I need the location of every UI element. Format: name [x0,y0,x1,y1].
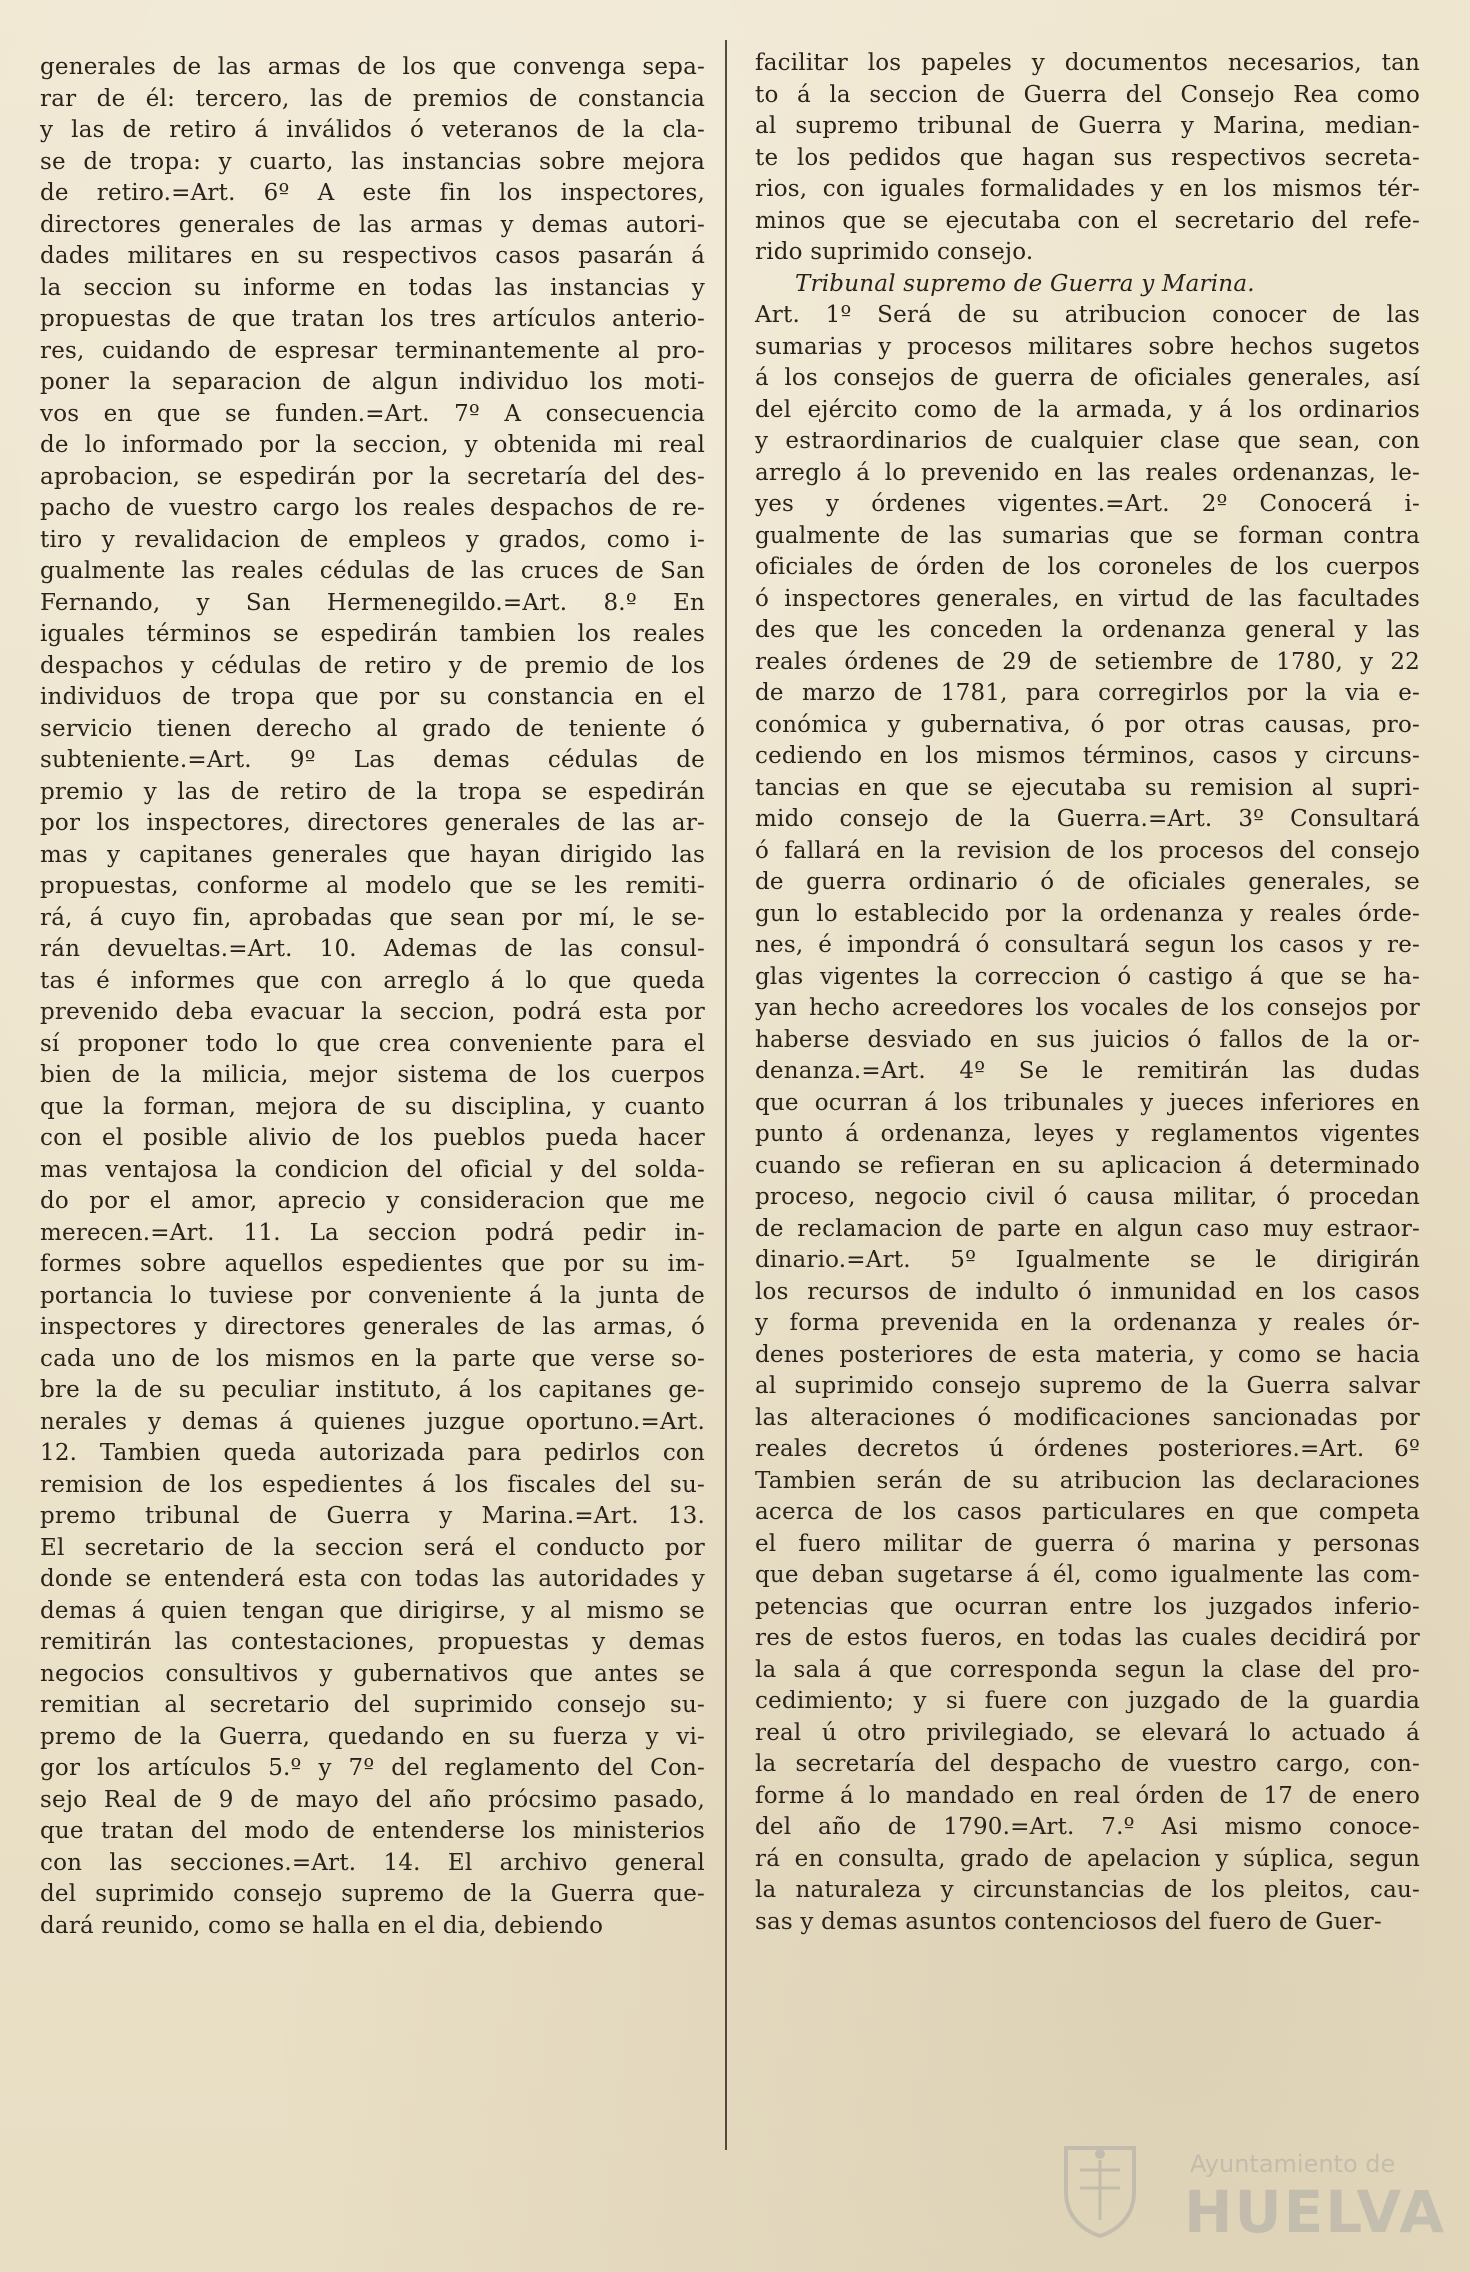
text-line: de retiro.=Art. 6º A este fin los inspectores, [40,180,705,206]
text-line: rá, á cuyo fin, aprobadas que sean por mí, le se- [40,904,705,931]
text-line: do por el amor, aprecio y consideracion que me [40,1188,705,1214]
text-line: pacho de vuestro cargo los reales despachos de re- [40,495,705,521]
text-line: cada uno de los mismos en la parte que verse so- [40,1345,705,1372]
text-line: sas y demas asuntos contenciosos del fuero de Guer- [755,1908,1382,1935]
text-line: yes y órdenes vigentes.=Art. 2º Conocerá i- [755,491,1420,517]
text-line: el fuero militar de guerra ó marina y personas [755,1530,1420,1557]
text-line: aprobacion, se espedirán por la secretaría del des- [40,463,705,490]
text-line: des que les conceden la ordenanza general y las [755,617,1420,643]
text-line: punto á ordenanza, leyes y reglamentos vigentes [755,1121,1420,1147]
text-line: denanza.=Art. 4º Se le remitirán las dudas [755,1058,1420,1084]
text-line: glas vigentes la correccion ó castigo á que se ha- [755,963,1420,990]
text-line: del año de 1790.=Art. 7.º Asi mismo conoce- [755,1814,1420,1840]
text-line: los recursos de indulto ó inmunidad en los casos [755,1278,1420,1305]
section-heading: Tribunal supremo de Guerra y Marina. [795,270,1255,297]
text-line: cediendo en los mismos términos, casos y circuns- [755,743,1420,769]
text-line: dades militares en su respectivos casos pasarán á [40,243,705,269]
text-line: gualmente de las sumarias que se forman contra [755,522,1420,549]
text-line: la naturaleza y circunstancias de los pleitos, cau- [755,1877,1420,1903]
text-line: iguales términos se espedirán tambien los reales [40,621,705,647]
text-line: rar de él: tercero, las de premios de constancia [40,85,705,112]
text-line: haberse desviado en sus juicios ó fallos de la or- [755,1026,1420,1053]
text-line: reales decretos ú órdenes posteriores.=Art. 6º [755,1436,1420,1462]
text-line: demas á quien tengan que dirigirse, y al mismo se [40,1597,705,1624]
coat-of-arms-icon [1060,2140,1140,2240]
text-line: proceso, negocio civil ó causa militar, ó procedan [755,1184,1420,1210]
text-line: del ejército como de la armada, y á los ordinarios [755,396,1420,423]
text-line: de lo informado por la seccion, y obtenida mi real [40,432,705,458]
text-line: prevenido deba evacuar la seccion, podrá esta por [40,999,705,1025]
text-line: dinario.=Art. 5º Igualmente se le dirigirán [755,1247,1420,1273]
text-line: de reclamacion de parte en algun caso muy estraor- [755,1215,1420,1242]
text-line: mas y capitanes generales que hayan dirigido las [40,841,705,868]
huelva-watermark [1060,2140,1447,2250]
text-line: petencias que ocurran entre los juzgados inferio- [755,1593,1420,1620]
text-line: donde se entenderá esta con todas las autoridades y [40,1566,705,1592]
text-line: que ocurran á los tribunales y jueces inferiores en [755,1089,1420,1116]
text-line: ó fallará en la revision de los procesos del consejo [755,837,1420,864]
text-line: propuestas de que tratan los tres artículos anterio- [40,306,705,332]
text-line: remitirán las contestaciones, propuestas y demas [40,1629,705,1655]
text-line: por los inspectores, directores generales de las ar- [40,810,705,836]
text-line: cedimiento; y si fuere con juzgado de la guardia [755,1688,1420,1714]
text-line: al suprimido consejo supremo de la Guerra salvar [755,1373,1420,1399]
text-line: y las de retiro á inválidos ó veteranos de la cla- [40,117,705,143]
text-line: á los consejos de guerra de oficiales generales, así [755,365,1420,391]
text-line: del suprimido consejo supremo de la Guerra que- [40,1881,705,1907]
text-line: al supremo tribunal de Guerra y Marina, median- [755,113,1420,139]
text-line: negocios consultivos y gubernativos que antes se [40,1660,705,1687]
text-line: bre la de su peculiar instituto, á los capitanes ge- [40,1377,705,1403]
text-line: minos que se ejecutaba con el secretario del refe- [755,207,1420,234]
text-line: con las secciones.=Art. 14. El archivo general [40,1849,705,1876]
text-line: de marzo de 1781, para corregirlos por la via e- [755,680,1420,706]
text-line: nerales y demas á quienes juzgue oportuno.=Art. [40,1408,705,1435]
text-line: poner la separacion de algun individuo los moti- [40,369,705,395]
text-line: servicio tienen derecho al grado de teniente ó [40,715,705,742]
text-line: que la forman, mejora de su disciplina, y cuanto [40,1093,705,1120]
text-line: la secretaría del despacho de vuestro cargo, con- [755,1751,1420,1777]
text-line: subteniente.=Art. 9º Las demas cédulas de [40,747,705,773]
text-line: remision de los espedientes á los fiscales del su- [40,1471,705,1498]
text-line: sejo Real de 9 de mayo del año prócsimo pasado, [40,1786,705,1813]
text-line: te los pedidos que hagan sus respectivos secreta- [755,144,1420,171]
text-line: premo tribunal de Guerra y Marina.=Art. 13. [40,1503,705,1529]
text-line: gualmente las reales cédulas de las cruces de San [40,558,705,584]
text-line: bien de la milicia, mejor sistema de los cuerpos [40,1062,705,1088]
text-line: rá en consulta, grado de apelacion y súplica, segun [755,1845,1420,1872]
text-line: individuos de tropa que por su constancia en el [40,684,705,710]
text-line: se de tropa: y cuarto, las instancias sobre mejora [40,148,705,175]
text-line: mido consejo de la Guerra.=Art. 3º Consultará [755,806,1420,832]
text-line: y estraordinarios de cualquier clase que sean, con [755,428,1420,454]
text-line: que tratan del modo de entenderse los ministerios [40,1818,705,1844]
right-column [755,48,1420,1938]
text-line: gun lo establecido por la ordenanza y reales órde- [755,900,1420,927]
text-line: premo de la Guerra, quedando en su fuerza y vi- [40,1723,705,1750]
text-line: arreglo á lo prevenido en las reales ordenanzas, le- [755,459,1420,486]
text-line: tiro y revalidacion de empleos y grados, como i- [40,526,705,553]
text-line: res, cuidando de espresar terminantemente al pro- [40,337,705,364]
text-line: to á la seccion de Guerra del Consejo Rea como [755,81,1420,108]
text-line: sumarias y procesos militares sobre hechos sugetos [755,333,1420,360]
text-line: directores generales de las armas y demas autori- [40,211,705,238]
text-line: de guerra ordinario ó de oficiales generales, se [755,869,1420,895]
text-line: portancia lo tuviese por conveniente á la junta de [40,1282,705,1309]
text-line: yan hecho acreedores los vocales de los consejos por [755,995,1420,1021]
text-line: la seccion su informe en todas las instancias y [40,274,705,301]
text-line: remitian al secretario del suprimido consejo su- [40,1692,705,1718]
text-line: sí proponer todo lo que crea conveniente para el [40,1030,705,1057]
text-line: Tambien serán de su atribucion las declaraciones [755,1467,1420,1494]
left-column [40,52,705,1942]
text-line: facilitar los papeles y documentos necesarios, tan [755,50,1420,76]
text-line: rios, con iguales formalidades y en los mismos tér- [755,176,1420,202]
text-line: propuestas, conforme al modelo que se les remiti- [40,873,705,899]
text-line: acerca de los casos particulares en que competa [755,1499,1420,1525]
watermark-main-text: HUELVA [1184,2178,1447,2246]
text-line: denes posteriores de esta materia, y como se hacia [755,1341,1420,1368]
text-line: conómica y gubernativa, ó por otras causas, pro- [755,711,1420,738]
watermark-top-text: Ayuntamiento de [1190,2150,1396,2178]
text-line: mas ventajosa la condicion del oficial y del solda- [40,1156,705,1183]
text-line: dará reunido, como se halla en el dia, debiendo [40,1912,604,1939]
text-line: generales de las armas de los que convenga sepa- [40,54,705,80]
text-line: El secretario de la seccion será el conducto por [40,1534,705,1561]
text-line: rido suprimido consejo. [755,239,1034,265]
text-line: premio y las de retiro de la tropa se espedirán [40,778,705,805]
text-line: despachos y cédulas de retiro y de premio de los [40,652,705,679]
text-line: inspectores y directores generales de las armas, ó [40,1314,705,1340]
text-line: Art. 1º Será de su atribucion conocer de las [755,302,1420,328]
text-line: tancias en que se ejecutaba su remision al supri- [755,774,1420,801]
text-line: tas é informes que con arreglo á lo que queda [40,967,705,994]
text-line: formes sobre aquellos espedientes que por su im- [40,1251,705,1277]
text-line: gor los artículos 5.º y 7º del reglamento del Con- [40,1755,705,1781]
text-line: forme á lo mandado en real órden de 17 de enero [755,1782,1420,1809]
text-line: vos en que se funden.=Art. 7º A consecuencia [40,400,705,427]
text-line: las alteraciones ó modificaciones sancionadas por [755,1404,1420,1431]
text-line: merecen.=Art. 11. La seccion podrá pedir in- [40,1219,705,1246]
text-line: nes, é impondrá ó consultará segun los casos y re- [755,932,1420,958]
text-line: oficiales de órden de los coroneles de los cuerpos [755,554,1420,580]
text-line: ó inspectores generales, en virtud de las facultades [755,585,1420,612]
text-line: 12. Tambien queda autorizada para pedirlos con [40,1440,705,1466]
text-line: res de estos fueros, en todas las cuales decidirá por [755,1625,1420,1651]
text-line: cuando se refieran en su aplicacion á determinado [755,1152,1420,1179]
text-line: Fernando, y San Hermenegildo.=Art. 8.º En [40,589,705,616]
text-line: con el posible alivio de los pueblos pueda hacer [40,1125,705,1151]
text-line: que deban sugetarse á él, como igualmente las com- [755,1562,1420,1588]
text-line: y forma prevenida en la ordenanza y reales ór- [755,1310,1420,1336]
text-line: reales órdenes de 29 de setiembre de 1780, y 22 [755,648,1420,675]
text-line: real ú otro privilegiado, se elevará lo actuado á [755,1719,1420,1746]
text-line: la sala á que corresponda segun la clase del pro- [755,1656,1420,1683]
column-divider [725,40,727,2150]
text-line: rán devueltas.=Art. 10. Ademas de las consul- [40,936,705,962]
